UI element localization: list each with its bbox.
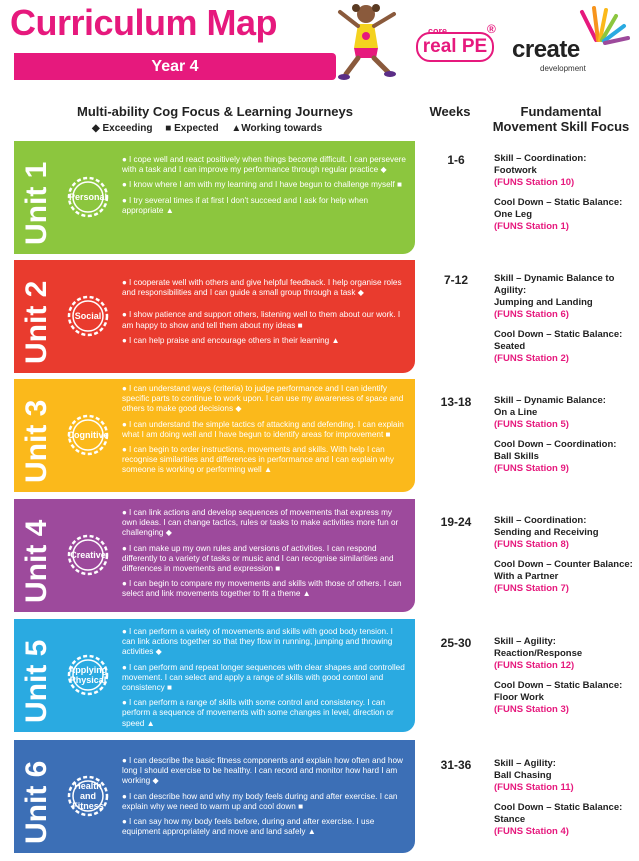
legend-exceeding: ◆ Exceeding — [92, 123, 153, 134]
statement-exceeding: ● I can link actions and develop sequences of movements that express my own ideas. I can change tactics, rules or tasks to make activities more fun or challenging ◆ — [122, 508, 399, 538]
skill-heading-line2: Movement Skill Focus — [492, 119, 630, 134]
skill-line: Skill – Coordination: — [494, 515, 587, 526]
funs-station: (FUNS Station 10) — [494, 177, 575, 188]
unit-label: Unit 2 — [20, 280, 53, 364]
cooldown-line: Stance — [494, 814, 526, 825]
learning-statements — [122, 508, 407, 605]
cog-focus-label — [64, 772, 112, 820]
unit-1-weeks: 1-6 — [447, 153, 465, 167]
cooldown-line: Cool Down – Coordination: — [494, 439, 617, 450]
cog-label-line: Health — [74, 781, 102, 791]
weeks-column-heading: Weeks — [429, 104, 471, 119]
cooldown-line: Floor Work — [494, 692, 544, 703]
cog-label-line: Physical — [69, 675, 107, 685]
legend — [92, 123, 332, 134]
statement-expected: ● I show patience and support others, listening well to them about our work. I am happy to show and tell them about my ideas ■ — [122, 310, 401, 330]
cooldown-line: Cool Down – Static Balance: — [494, 680, 623, 691]
unit-label: Unit 3 — [20, 399, 53, 483]
statement-working-towards: ● I can begin to order instructions, movements and skills. With help I can recognise similarities and differences in performance and I can explain why someone is working or performing well ▲ — [122, 445, 394, 475]
cooldown-line: Cool Down – Static Balance: — [494, 802, 623, 813]
unit-2-weeks: 7-12 — [443, 273, 469, 287]
skill-block — [494, 273, 636, 321]
skill-heading-line1: Fundamental — [520, 104, 602, 119]
statement-working-towards: ● I can say how my body feels before, during and after exercise. I use equipment appropriately and move and land safely ▲ — [122, 817, 375, 837]
legend-expected: ■ Expected — [165, 123, 219, 134]
unit-1-panel — [14, 141, 415, 254]
cog-focus-label: Social — [74, 311, 102, 321]
skill-line: Skill – Coordination: — [494, 153, 587, 164]
skill-block — [494, 758, 636, 794]
registered-mark: ® — [487, 22, 496, 36]
statement-expected: ● I can understand the simple tactics of attacking and defending. I can explain what I am doing well and I have begun to identify areas for improvement ■ — [122, 419, 404, 439]
statement-expected: ● I know where I am with my learning and I have begun to challenge myself ■ — [122, 180, 402, 190]
cooldown-block — [494, 680, 636, 716]
cog-focus-label — [64, 651, 112, 699]
jumping-child-illustration — [332, 2, 404, 84]
cooldown-line: With a Partner — [494, 571, 559, 582]
statement-working-towards: ● I can help praise and encourage others in their learning ▲ — [122, 335, 340, 345]
unit-5-weeks: 25-30 — [440, 636, 472, 650]
learning-statements — [122, 155, 407, 221]
unit-5-panel — [14, 619, 415, 732]
learning-statements — [122, 627, 407, 732]
funs-station: (FUNS Station 7) — [494, 583, 569, 594]
unit-2-panel — [14, 260, 415, 373]
statement-working-towards: ● I try several times if at first I don't succeed and I ask for help when appropriate ▲ — [122, 195, 369, 215]
skill-block — [494, 636, 636, 672]
unit-6-skills — [494, 758, 636, 846]
create-development-logo — [512, 6, 632, 73]
cog-focus-label: Personal — [68, 192, 108, 202]
funs-station: (FUNS Station 6) — [494, 309, 569, 320]
unit-2-skills — [494, 273, 636, 373]
skill-block — [494, 395, 636, 431]
skill-line: Skill – Agility: — [494, 758, 556, 769]
funs-station: (FUNS Station 11) — [494, 782, 574, 793]
cooldown-block — [494, 197, 636, 233]
unit-1-skills — [494, 153, 636, 241]
statement-working-towards: ● I can begin to compare my movements and skills with those of others. I can select and link movements together to fit a theme ▲ — [122, 579, 402, 599]
skill-line: On a Line — [494, 407, 538, 418]
unit-3-weeks: 13-18 — [440, 395, 472, 409]
skill-line: Footwork — [494, 165, 537, 176]
legend-working-towards: ▲Working towards — [231, 123, 323, 134]
learning-statements — [122, 384, 407, 481]
skill-line: Sending and Receiving — [494, 527, 599, 538]
statement-expected: ● I can describe how and why my body feels during and after exercise. I can explain why we need to warm up and cool down ■ — [122, 791, 398, 811]
funs-station: (FUNS Station 3) — [494, 704, 569, 715]
skill-line: Jumping and Landing — [494, 297, 593, 308]
unit-3-panel — [14, 379, 415, 492]
focus-column-heading: Multi-ability Cog Focus & Learning Journeys — [77, 104, 353, 119]
unit-5-skills — [494, 636, 636, 724]
unit-6-panel — [14, 740, 415, 853]
cooldown-block — [494, 329, 636, 365]
real-pe-logo — [416, 26, 494, 64]
statement-working-towards: ● I can perform a range of skills with some control and consistency. I can perform a sequence of movements with some changes in level, direction or speed ▲ — [122, 698, 394, 728]
cog-focus-label: Creative — [70, 550, 106, 560]
statement-exceeding: ● I can perform a variety of movements and skills with good body tension. I can link actions together so that they flow in running, jumping and throwing activities ◆ — [122, 627, 393, 657]
statement-exceeding: ● I can describe the basic fitness components and explain how often and how long I should exercise to be healthy. I can record and monitor how hard I am working ◆ — [122, 756, 403, 786]
learning-statements — [122, 278, 407, 351]
cog-label-line: and — [79, 791, 96, 801]
cooldown-line: Cool Down – Static Balance: — [494, 197, 623, 208]
statement-exceeding: ● I cope well and react positively when things become difficult. I can persevere with a task and I can improve my performance through regular practice ◆ — [122, 155, 406, 175]
skill-line: Reaction/Response — [494, 648, 583, 659]
cooldown-block — [494, 559, 636, 595]
statement-expected: ● I can make up my own rules and versions of activities. I can respond differently to a variety of tasks or music and I can recognise similarities and differences in movements and expression ■ — [122, 543, 394, 574]
skill-block — [494, 515, 636, 551]
skill-line: Skill – Dynamic Balance to Agility: — [494, 273, 615, 296]
skill-line: Skill – Dynamic Balance: — [494, 395, 606, 406]
cog-focus-label: Cognitive — [67, 430, 109, 440]
cooldown-line: Seated — [494, 341, 526, 352]
funs-station: (FUNS Station 1) — [494, 221, 569, 232]
skill-line: Skill – Agility: — [494, 636, 556, 647]
cooldown-line: Cool Down – Counter Balance: — [494, 559, 633, 570]
logo-create-text: create — [512, 36, 580, 63]
funs-station: (FUNS Station 12) — [494, 660, 575, 671]
funs-station: (FUNS Station 5) — [494, 419, 569, 430]
unit-label: Unit 1 — [20, 161, 53, 245]
cooldown-block — [494, 439, 636, 475]
cog-label-line: Applying — [68, 665, 108, 675]
unit-4-panel — [14, 499, 415, 612]
logo-realpe-text: real PE — [416, 32, 494, 62]
unit-label: Unit 5 — [20, 639, 53, 723]
cooldown-block — [494, 802, 636, 838]
cooldown-line: Ball Skills — [494, 451, 539, 462]
learning-statements — [122, 756, 407, 842]
funs-station: (FUNS Station 9) — [494, 463, 569, 474]
unit-label: Unit 6 — [20, 760, 53, 844]
funs-station: (FUNS Station 2) — [494, 353, 569, 364]
logo-core-text: core — [428, 26, 448, 36]
unit-4-skills — [494, 515, 636, 603]
skill-column-heading — [486, 104, 636, 134]
statement-exceeding: ● I cooperate well with others and give helpful feedback. I help organise roles and responsibilities and I can guide a small group through a task ◆ — [122, 278, 402, 298]
statement-expected: ● I can perform and repeat longer sequences with clear shapes and controlled movement. I can select and apply a range of skills with good control and consistency ■ — [122, 662, 405, 693]
logo-development-text: development — [540, 64, 586, 73]
statement-exceeding: ● I can understand ways (criteria) to judge performance and I can identify specific parts to continue to work upon. I can use my awareness of space and others to make good decisions ◆ — [122, 384, 404, 414]
cog-label-line: Fitness — [72, 801, 104, 811]
skill-line: Ball Chasing — [494, 770, 552, 781]
unit-label: Unit 4 — [20, 519, 53, 603]
unit-3-skills — [494, 395, 636, 483]
cooldown-line: One Leg — [494, 209, 533, 220]
funs-station: (FUNS Station 4) — [494, 826, 569, 837]
cooldown-line: Cool Down – Static Balance: — [494, 329, 623, 340]
unit-4-weeks: 19-24 — [440, 515, 472, 529]
funs-station: (FUNS Station 8) — [494, 539, 569, 550]
year-banner: Year 4 — [14, 53, 336, 80]
unit-6-weeks: 31-36 — [440, 758, 472, 772]
skill-block — [494, 153, 636, 189]
page-title: Curriculum Map — [10, 2, 278, 43]
